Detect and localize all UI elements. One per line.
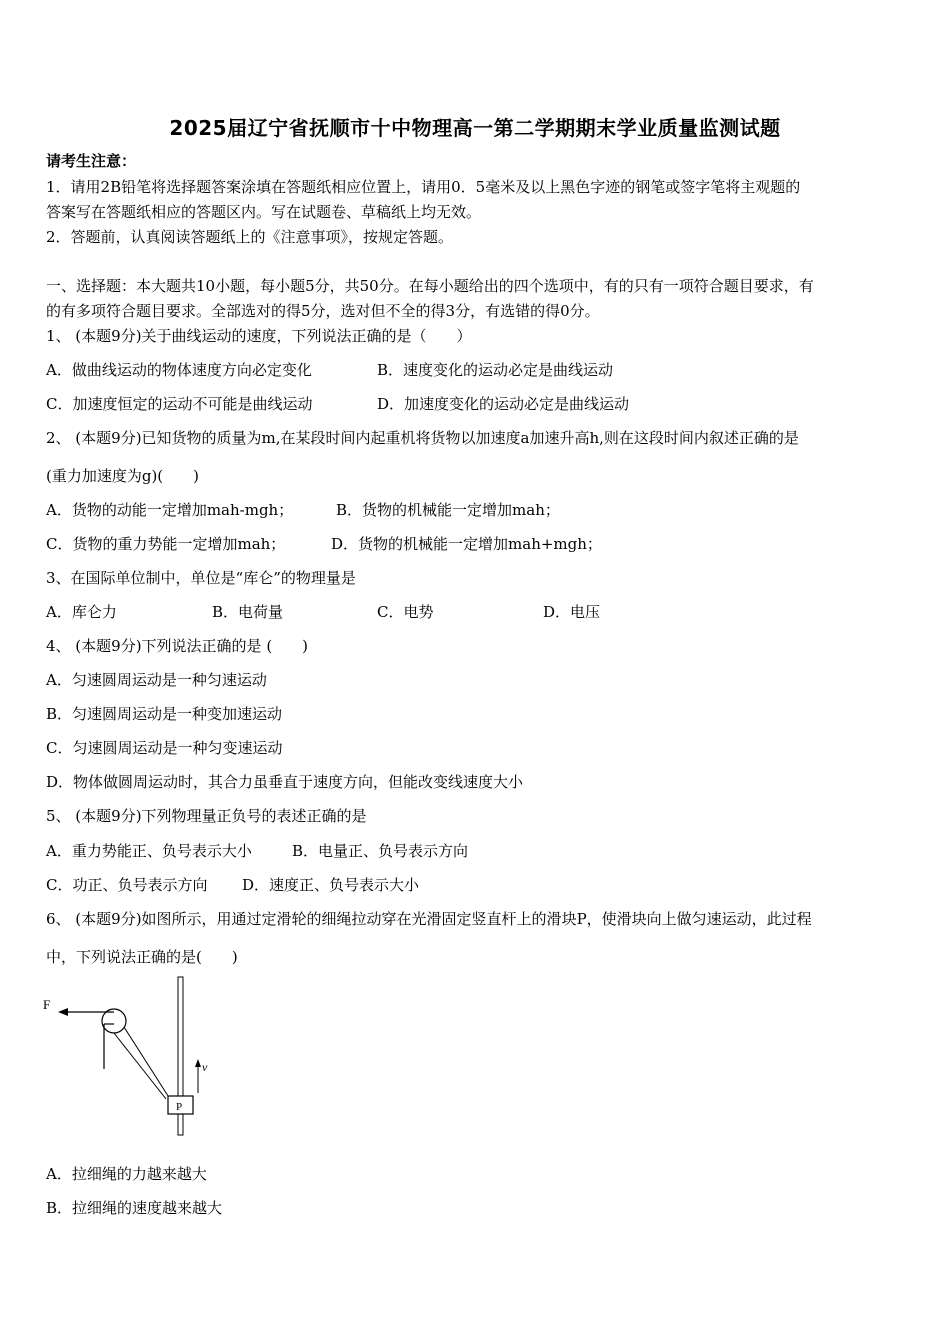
pulley-diagram xyxy=(40,975,230,1145)
q2-option-b: B．货物的机械能一定增加mah； xyxy=(336,501,560,519)
q1-option-c: C．加速度恒定的运动不可能是曲线运动 xyxy=(46,395,313,413)
q4-option-d: D．物体做圆周运动时，其合力虽垂直于速度方向，但能改变线速度大小 xyxy=(46,773,524,791)
q6-stem-line-2: 中，下列说法正确的是( ) xyxy=(46,948,238,966)
rope-lower xyxy=(114,1033,166,1099)
page-title: 2025届辽宁省抚顺市十中物理高一第二学期期末学业质量监测试题 xyxy=(169,116,781,140)
q5-option-a: A．重力势能正、负号表示大小 xyxy=(46,842,252,860)
force-arrow-head xyxy=(58,1008,68,1016)
q6-stem-line-1: 6、 (本题9分)如图所示，用通过定滑轮的细绳拉动穿在光滑固定竖直杆上的滑块P，使滑块向上做匀速运动，此过程 xyxy=(46,910,812,928)
q5-option-c: C．功正、负号表示方向 xyxy=(46,876,208,894)
q3-option-b: B．电荷量 xyxy=(212,603,284,621)
q4-stem: 4、 (本题9分)下列说法正确的是 ( ) xyxy=(46,637,309,655)
section-instructions-line-1: 一、选择题：本大题共10小题，每小题5分，共50分。在每小题给出的四个选项中，有的只有一项符合题目要求，有 xyxy=(46,277,814,295)
notice-item-1-line-1: 1．请用2B铅笔将选择题答案涂填在答题纸相应位置上，请用0．5毫米及以上黑色字迹的钢笔或签字笔将主观题的 xyxy=(46,178,801,196)
section-instructions-line-2: 的有多项符合题目要求。全部选对的得5分，选对但不全的得3分，有选错的得0分。 xyxy=(46,302,600,320)
notice-heading: 请考生注意： xyxy=(46,152,137,170)
q2-option-d: D．货物的机械能一定增加mah+mgh； xyxy=(331,535,602,553)
rope xyxy=(124,1027,170,1099)
q6-option-a: A．拉细绳的力越来越大 xyxy=(46,1165,207,1183)
notice-item-2: 2．答题前，认真阅读答题纸上的《注意事项》，按规定答题。 xyxy=(46,228,454,246)
q5-option-d: D．速度正、负号表示大小 xyxy=(242,876,420,894)
q2-option-a: A．货物的动能一定增加mah-mgh； xyxy=(46,501,294,519)
q4-option-b: B．匀速圆周运动是一种变加速运动 xyxy=(46,705,283,723)
force-label: F xyxy=(43,997,51,1012)
q3-option-c: C．电势 xyxy=(377,603,434,621)
slider-label: P xyxy=(176,1101,183,1113)
q5-option-b: B．电量正、负号表示方向 xyxy=(292,842,469,860)
notice-item-1-line-2: 答案写在答题纸相应的答题区内。写在试题卷、草稿纸上均无效。 xyxy=(46,203,482,221)
q1-option-a: A．做曲线运动的物体速度方向必定变化 xyxy=(46,361,312,379)
q5-stem: 5、 (本题9分)下列物理量正负号的表述正确的是 xyxy=(46,807,367,825)
q2-stem-line-1: 2、 (本题9分)已知货物的质量为m,在某段时间内起重机将货物以加速度a加速升高h,则在这段时间内叙述正确的是 xyxy=(46,429,799,447)
velocity-label: v xyxy=(202,1060,208,1074)
q1-option-b: B．速度变化的运动必定是曲线运动 xyxy=(377,361,614,379)
q6-option-b: B．拉细绳的速度越来越大 xyxy=(46,1199,223,1217)
q3-stem: 3、在国际单位制中，单位是“库仑”的物理量是 xyxy=(46,569,356,587)
q2-option-c: C．货物的重力势能一定增加mah； xyxy=(46,535,286,553)
q2-stem-line-2: (重力加速度为g)( ) xyxy=(46,467,200,485)
q4-option-a: A．匀速圆周运动是一种匀速运动 xyxy=(46,671,267,689)
velocity-arrow-head xyxy=(195,1059,201,1067)
q1-option-d: D．加速度变化的运动必定是曲线运动 xyxy=(377,395,630,413)
q3-option-d: D．电压 xyxy=(543,603,601,621)
q4-option-c: C．匀速圆周运动是一种匀变速运动 xyxy=(46,739,283,757)
q1-stem: 1、 (本题9分)关于曲线运动的速度，下列说法正确的是（ ） xyxy=(46,327,472,345)
q3-option-a: A．库仑力 xyxy=(46,603,117,621)
